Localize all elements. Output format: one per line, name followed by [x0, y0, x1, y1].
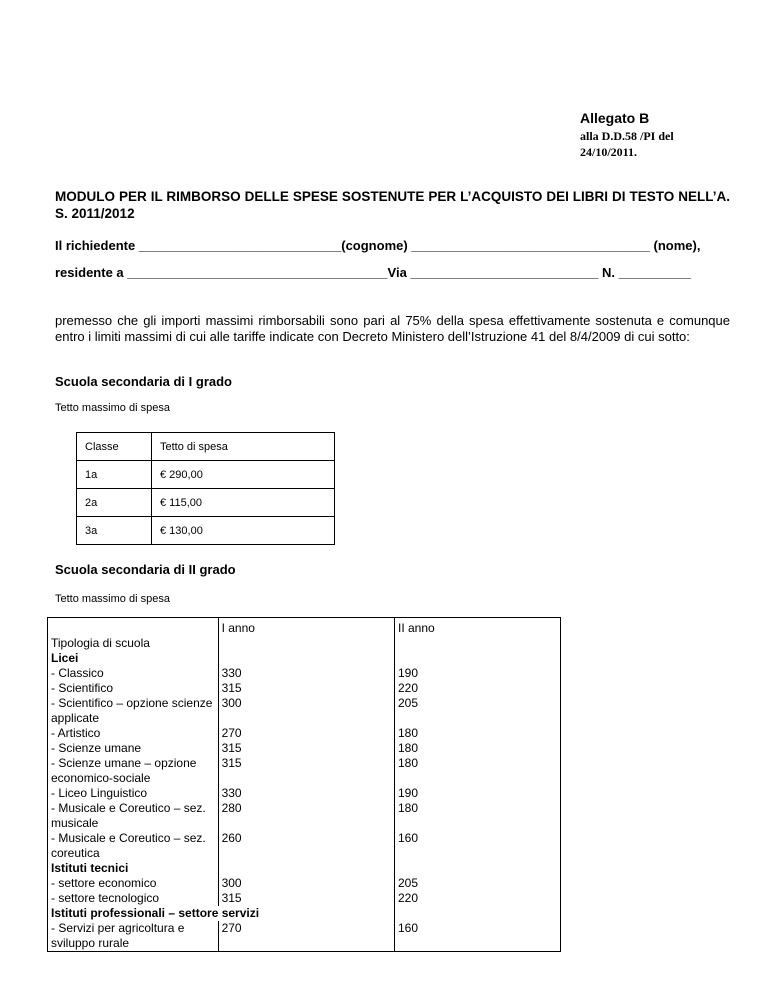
- school-type-cell: - Scienze umane: [48, 741, 219, 756]
- first-year-cell: 330: [218, 786, 394, 801]
- class-cell: 2a: [77, 489, 152, 517]
- table-row: [77, 517, 335, 545]
- first-year-cell: 260: [218, 831, 394, 861]
- group-row: [48, 906, 561, 921]
- table-row: [77, 489, 335, 517]
- table-row: [48, 876, 561, 891]
- table-caption-primo-grado: Tetto massimo di spesa: [55, 402, 170, 414]
- first-year-cell: 330: [218, 666, 394, 681]
- first-year-cell: 270: [218, 921, 394, 952]
- group-row: [48, 861, 561, 876]
- table-row: [48, 756, 561, 786]
- school-type-cell: - Musicale e Coreutico – sez. musicale: [48, 801, 219, 831]
- group-label-licei: Licei: [48, 651, 219, 666]
- first-year-cell: 315: [218, 681, 394, 696]
- table-row: [48, 891, 561, 906]
- second-year-cell: 180: [394, 801, 560, 831]
- amount-cell: € 130,00: [152, 517, 335, 545]
- first-year-cell: 315: [218, 741, 394, 756]
- spending-cap-table-primo-grado: [76, 432, 335, 545]
- school-type-cell: - settore tecnologico: [48, 891, 219, 906]
- group-label-professionali: Istituti professionali – settore servizi: [48, 906, 395, 921]
- table-header-row: [48, 618, 561, 652]
- first-year-cell: 315: [218, 891, 394, 906]
- school-type-cell: - Scienze umane – opzione economico-sociale: [48, 756, 219, 786]
- second-year-cell: 160: [394, 831, 560, 861]
- school-type-cell: - Scientifico: [48, 681, 219, 696]
- premise-paragraph: premesso che gli importi massimi rimborsabili sono pari al 75% della spesa effettivamente sostenuta e comunque entro i limiti massimi di cui alle tariffe indicate con Decreto Ministero dell’Istruzione 41 del 8/4/2009 di cui sotto:: [55, 313, 730, 344]
- school-type-cell: - Liceo Linguistico: [48, 786, 219, 801]
- table-row: [77, 461, 335, 489]
- applicant-name-line: Il richiedente ____________________________(cognome) _________________________________ (nome),: [55, 238, 701, 253]
- school-type-cell: - settore economico: [48, 876, 219, 891]
- header-cell: Classe: [77, 433, 152, 461]
- first-year-cell: 270: [218, 726, 394, 741]
- table-row: [48, 786, 561, 801]
- table-row: [48, 801, 561, 831]
- form-title: MODULO PER IL RIMBORSO DELLE SPESE SOSTENUTE PER L’ACQUISTO DEI LIBRI DI TESTO NELL’A. S. 2011/2012: [55, 189, 730, 221]
- allegato-ref-line2: 24/10/2011.: [580, 145, 638, 159]
- class-cell: 1a: [77, 461, 152, 489]
- first-year-header: I anno: [218, 618, 394, 652]
- table-row: [48, 831, 561, 861]
- table-row: [48, 666, 561, 681]
- school-type-cell: - Musicale e Coreutico – sez. coreutica: [48, 831, 219, 861]
- first-year-cell: 315: [218, 756, 394, 786]
- group-row: [48, 651, 561, 666]
- second-year-cell: 205: [394, 876, 560, 891]
- table-row: [48, 921, 561, 952]
- second-year-cell: 190: [394, 786, 560, 801]
- school-type-cell: - Servizi per agricoltura e sviluppo rurale: [48, 921, 219, 952]
- second-year-cell: 180: [394, 741, 560, 756]
- first-year-cell: 280: [218, 801, 394, 831]
- second-year-header: II anno: [394, 618, 560, 652]
- spending-cap-table-secondo-grado: [47, 617, 561, 952]
- first-year-cell: 300: [218, 876, 394, 891]
- school-type-header: [48, 618, 219, 652]
- header-cell: Tetto di spesa: [152, 433, 335, 461]
- amount-cell: € 290,00: [152, 461, 335, 489]
- second-year-cell: 160: [394, 921, 560, 952]
- allegato-title: Allegato B: [580, 110, 650, 126]
- school-type-cell: - Classico: [48, 666, 219, 681]
- table-row: [48, 696, 561, 726]
- table-caption-secondo-grado: Tetto massimo di spesa: [55, 593, 170, 605]
- table-row: [48, 681, 561, 696]
- allegato-ref-line1: alla D.D.58 /PI del: [580, 129, 674, 143]
- amount-cell: € 115,00: [152, 489, 335, 517]
- class-cell: 3a: [77, 517, 152, 545]
- section-heading-secondo-grado: Scuola secondaria di II grado: [55, 562, 236, 577]
- group-label-tecnici: Istituti tecnici: [48, 861, 219, 876]
- school-type-cell: - Artistico: [48, 726, 219, 741]
- second-year-cell: 220: [394, 681, 560, 696]
- second-year-cell: 180: [394, 726, 560, 741]
- table-header-row: [77, 433, 335, 461]
- applicant-address-line: residente a ____________________________________Via __________________________ N. __________: [55, 265, 691, 280]
- second-year-cell: 205: [394, 696, 560, 726]
- second-year-cell: 220: [394, 891, 560, 906]
- school-type-cell: - Scientifico – opzione scienze applicate: [48, 696, 219, 726]
- table-row: [48, 741, 561, 756]
- allegato-reference: [580, 128, 730, 160]
- first-year-cell: 300: [218, 696, 394, 726]
- second-year-cell: 180: [394, 756, 560, 786]
- tipologia-label: Tipologia di scuola: [51, 636, 150, 650]
- table-row: [48, 726, 561, 741]
- second-year-cell: 190: [394, 666, 560, 681]
- section-heading-primo-grado: Scuola secondaria di I grado: [55, 374, 232, 389]
